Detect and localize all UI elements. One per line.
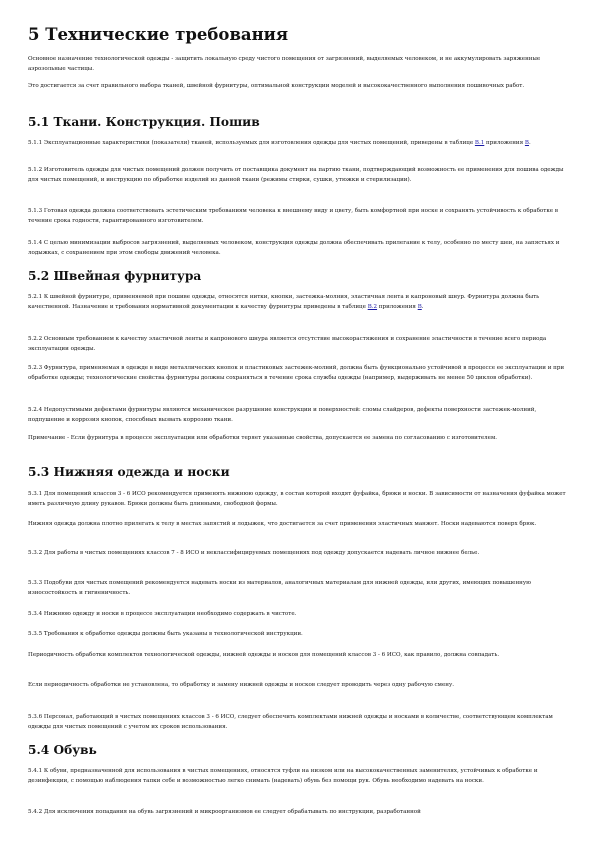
subsection-heading-5-1: 5.1 Ткани. Конструкция. Пошив [28, 115, 260, 129]
paragraph-5-3-5-cont-2: Если периодичность обработки не установлена, то обработку и замену нижней одежды и носков следует проводить через одну рабочую смену. [28, 682, 454, 688]
paragraph-5-3-1: 5.3.1 Для помещений классов 3 - 6 ИСО рекомендуется применять нижнюю одежду, в состав которой входят фуфайка, брюки и носки. В зависимости от назначения фуфайка может иметь различную длину рукавов. Брюки должны быть длинными, свободной формы. [28, 491, 566, 507]
paragraph-5-1-1-mid: приложения [484, 140, 525, 146]
section-title: 5 Технические требования [28, 25, 289, 44]
paragraph-5-4-1: 5.4.1 К обуви, предназначенной для использования в чистых помещениях, относятся туфли на низком или на высококачественных заменителях, устойчивых к обработке и дезинфекции, с помощью наблюдения тапки себе и возможностью легко снимать (надевать) обувь без помощи рук. Обувь необходимо надевать на носки. [28, 768, 538, 784]
paragraph-5-3-3: 5.3.3 Подобуви для чистых помещений рекомендуется надевать носки из материалов, аналогичных материалам для нижней одежды, или других, имеющих повышенную износостойкость и гигиеничность. [28, 580, 531, 596]
appendix-link-b[interactable]: В [524, 140, 529, 146]
paragraph-5-1-1-end: . [528, 140, 531, 146]
table-link-b2[interactable]: В.2 [367, 303, 378, 310]
paragraph-5-2-2: 5.2.2 Основным требованием к качеству эластичной ленты и капронового шнура является отсутствие высокорастяжения и сохранение эластичности в течение всего периода эксплуатации одежды. [28, 336, 547, 352]
appendix-link-b[interactable]: В [417, 303, 422, 310]
paragraph-5-3-5-cont: Периодичность обработки комплектов технологической одежды, нижней одежды и носков для помещений классов 3 - 6 ИСО, как правило, должна совпадать. [28, 652, 500, 658]
intro-paragraph-1: Основное назначение технологической одежды - защитить локальную среду чистого помещения от загрязнений, выделяемых человеком, и не аккумулировать заряженные аэрозольные частицы. [28, 56, 541, 72]
paragraph-5-2-1-mid: приложения [377, 303, 418, 310]
paragraph-5-3-5: 5.3.5 Требования к обработке одежды должны быть указаны в технологической инструкции. [28, 631, 303, 637]
paragraph-5-4-2: 5.4.2 Для исключения попадания на обувь загрязнений и микроорганизмов ее следует обрабатывать по инструкции, разработанной [28, 809, 421, 815]
subsection-heading-5-2: 5.2 Швейная фурнитура [28, 269, 202, 283]
paragraph-5-3-1-cont: Нижняя одежда должна плотно прилегать к телу в местах запястий и лодыжек, что достигается за счет применения эластичных манжет. Носки надеваются поверх брюк. [28, 521, 537, 527]
paragraph-5-2-1-end: . [421, 303, 424, 310]
paragraph-5-1-2: 5.1.2 Изготовитель одежды для чистых помещений должен получить от поставщика документ на партию ткани, подтверждающий возможность ее применения для пошива одежды для чистых помещений, и инструкцию по обработке изделий из данной ткани (режимы стирки, сушки, утюжки и стерилизации). [28, 167, 564, 183]
table-link-b1[interactable]: В.1 [474, 140, 485, 146]
paragraph-5-2-4: 5.2.4 Недопустимыми дефектами фурнитуры являются механическое разрушение конструкции и поверхностей: сломы слайдеров, дефекты поверхности застежек-молний, подпушение и коррозия кнопок, способных вызвать коррозию ткани. [28, 407, 537, 423]
note-paragraph: Примечание - Если фурнитура в процессе эксплуатации или обработки теряет указанные свойства, допускается ее замена по согласованию с изготовителем. [28, 435, 498, 441]
paragraph-5-1-4: 5.1.4 С целью минимизации выбросов загрязнений, выделяемых человеком, конструкция одежды должна обеспечивать прилегание к телу, особенно по месту шеи, на запястьях и лодыжках, с сохранением при этом свободы движений человека. [28, 240, 560, 256]
paragraph-5-1-1 [28, 139, 566, 149]
paragraph-5-3-6: 5.3.6 Персонал, работающий в чистых помещениях классов 3 - 6 ИСО, следует обеспечить комплектами нижней одежды и носками в количестве, соответствующем комплектам одежды для чистых помещений с учетом их сроков использования. [28, 714, 553, 730]
intro-paragraph-2: Это достигается за счет правильного выбора тканей, швейной фурнитуры, оптимальной конструкции моделей и высококачественного выполнения пошивочных работ. [28, 83, 525, 89]
paragraph-5-2-1 [28, 293, 566, 313]
subsection-heading-5-3: 5.3 Нижняя одежда и носки [28, 465, 230, 479]
paragraph-5-2-3: 5.2.3 Фурнитура, применяемая в одежде в виде металлических кнопок и пластиковых застежек-молний, должна быть функционально устойчивой в процессе ее эксплуатации и при обработке одежды; технологические свойства фурнитуры должны сохраняться в течение срока службы одежды (например, выдерживать не менее 50 циклов обработки). [28, 365, 565, 381]
paragraph-5-1-3: 5.1.3 Готовая одежда должна соответствовать эстетическим требованиям человека к внешнему виду и цвету, быть комфортной при носке и сохранять устойчивость к обработке в течение срока годности, гарантированного изготовителем. [28, 208, 558, 224]
subsection-heading-5-4: 5.4 Обувь [28, 743, 97, 757]
paragraph-5-3-4: 5.3.4 Нижнюю одежду и носки в процессе эксплуатации необходимо содержать в чистоте. [28, 611, 297, 617]
paragraph-5-1-1-text: 5.1.1 Эксплуатационные характеристики (показатели) тканей, используемых для изготовления одежды для чистых помещений, приведены в таблице [28, 140, 475, 146]
paragraph-5-2-1-text: 5.2.1 К швейной фурнитуре, применяемой при пошиве одежды, относятся нитки, кнопки, застежка-молния, эластичная лента и капроновый шнур. Фурнитура должна быть качественной. Назначение и требования нормативной документации к качеству фурнитуры приведены в таблице [28, 294, 540, 310]
paragraph-5-3-2: 5.3.2 Для работы в чистых помещениях классов 7 - 8 ИСО и неклассифицируемых помещениях под одежду допускается надевать личное нижнее белье. [28, 550, 480, 556]
